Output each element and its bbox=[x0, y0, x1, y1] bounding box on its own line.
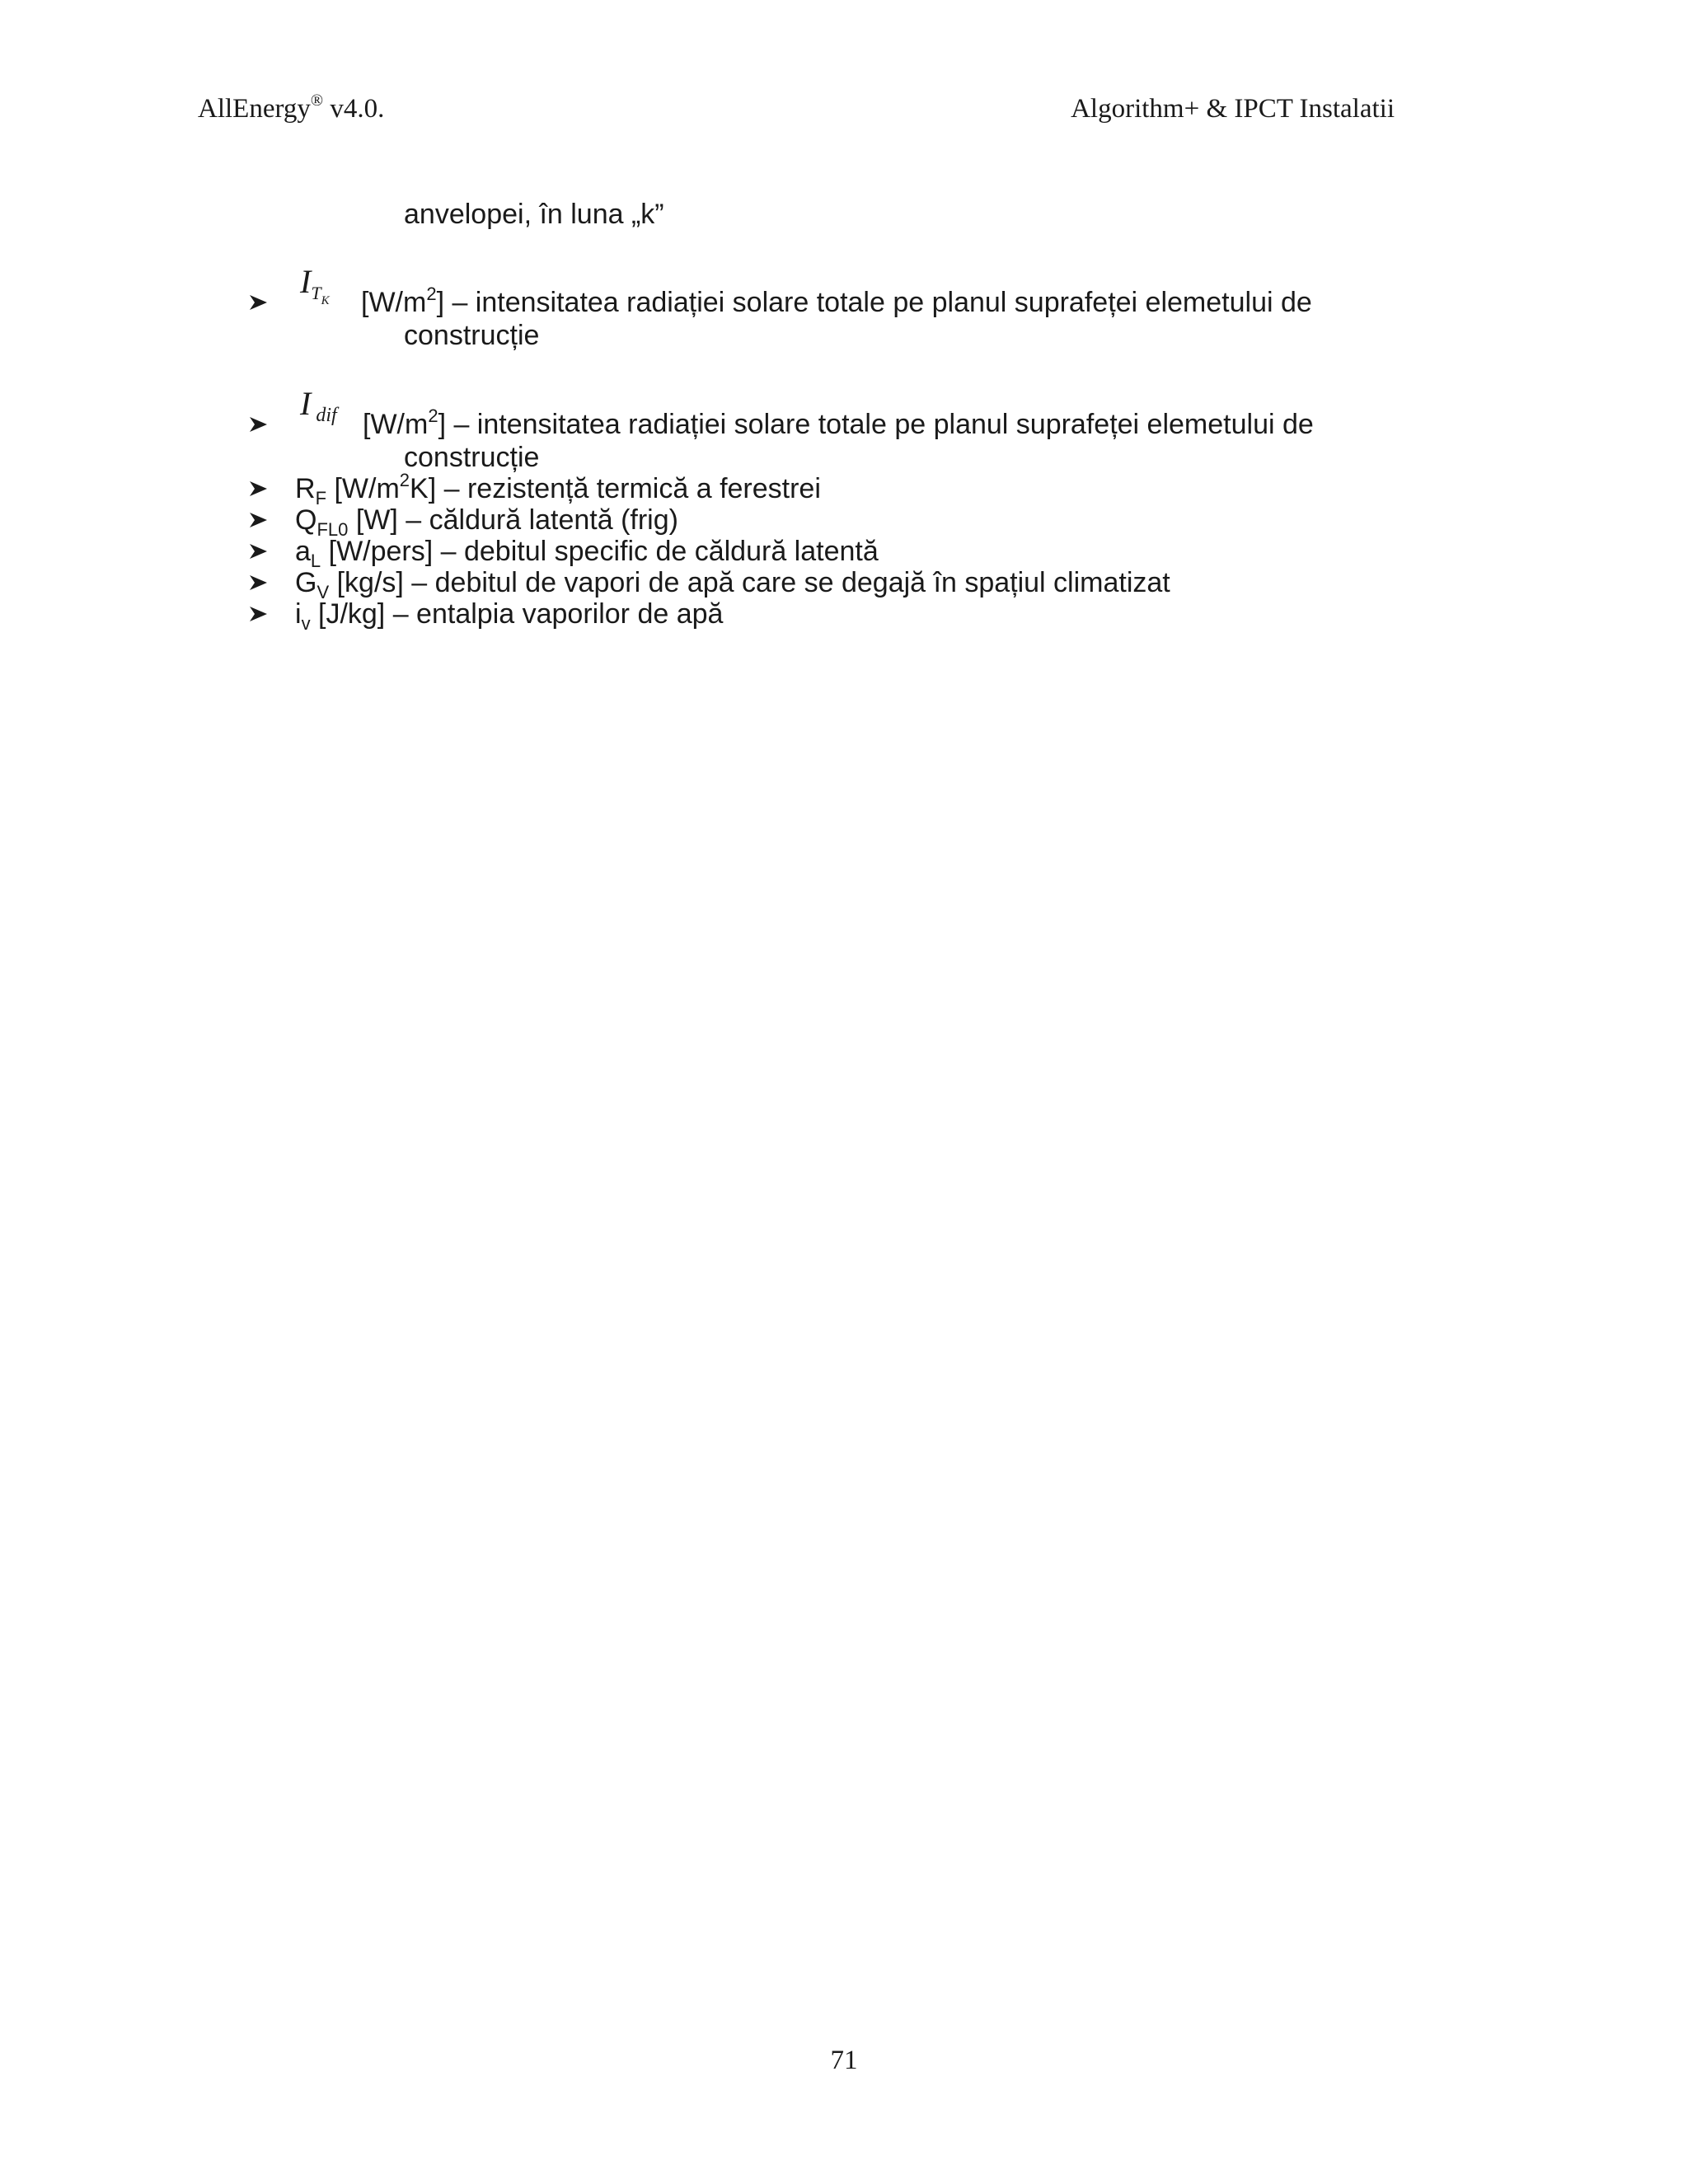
list-item-continuation: construcție bbox=[404, 320, 540, 351]
arrowhead-bullet-icon bbox=[247, 286, 272, 319]
list-item-text: $R_F$ $[W/m^2K]$ – rezistență termică a ferestrei bbox=[295, 470, 821, 509]
arrowhead-bullet-icon bbox=[247, 598, 272, 630]
list-item-text: $Q_{FL0}$ [W] – căldură latentă (frig) bbox=[295, 504, 678, 540]
arrowhead-bullet-icon bbox=[247, 408, 272, 441]
header-left bbox=[198, 92, 384, 125]
list-item-text: $i_v$ [J/kg] – entalpia vaporilor de apă bbox=[295, 598, 724, 634]
symbol-irradiance-diffuse: Idif bbox=[300, 385, 337, 426]
header-version: v4.0. bbox=[323, 94, 385, 124]
continuation-line: anvelopei, în luna „k” bbox=[404, 199, 664, 230]
arrowhead-bullet-icon bbox=[247, 472, 272, 505]
page-number: 71 bbox=[830, 2046, 858, 2075]
arrowhead-bullet-icon bbox=[247, 504, 272, 537]
list-item-text: $a_L$ [W/pers] – debitul specific de căldură latentă bbox=[295, 536, 879, 571]
registered-mark: ® bbox=[310, 91, 324, 110]
header-right: Algorithm+ & IPCT Instalatii bbox=[1071, 94, 1395, 124]
list-item-text: $[W/m^2]$ – intensitatea radiației solare totale pe planul suprafeței elemetului de bbox=[361, 284, 1312, 318]
arrowhead-bullet-icon bbox=[247, 535, 272, 568]
list-item-text: $[W/m^2]$ – intensitatea radiației solare totale pe planul suprafeței elemetului de bbox=[363, 405, 1314, 440]
header-brand: AllEnergy bbox=[198, 94, 311, 124]
symbol-irradiance-total: ITK bbox=[300, 263, 330, 307]
list-item-text: $G_V$ [kg/s] – debitul de vapori de apă care se degajă în spațiul climatizat bbox=[295, 567, 1170, 602]
list-item-continuation: construcție bbox=[404, 442, 540, 473]
arrowhead-bullet-icon bbox=[247, 566, 272, 599]
